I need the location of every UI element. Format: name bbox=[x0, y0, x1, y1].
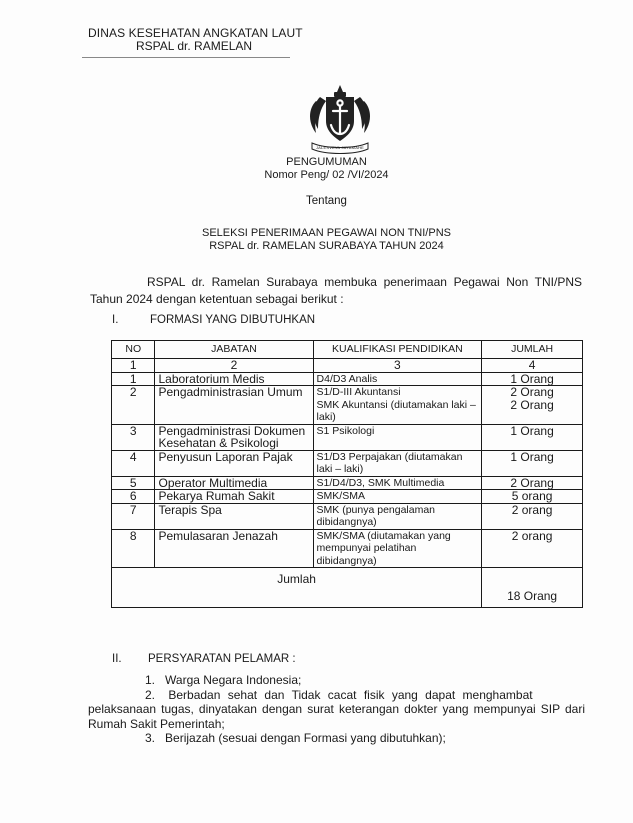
row-jabatan: Pengadministrasian Umum bbox=[155, 386, 313, 425]
index-3: 3 bbox=[313, 359, 482, 373]
row-jabatan: Pemulasaran Jenazah bbox=[155, 529, 313, 568]
row-kualifikasi: SMK/SMA (diutamakan yang mempunyai pelatihan dibidangnya) bbox=[313, 529, 482, 568]
announcement-number: Nomor Peng/ 02 /VI/2024 bbox=[264, 169, 389, 181]
row-jumlah: 2 orang bbox=[482, 503, 583, 529]
row-jumlah: 2 Orang 2 Orang bbox=[482, 386, 583, 425]
table-row bbox=[112, 490, 583, 504]
row-jumlah: 5 orang bbox=[482, 490, 583, 504]
header-kualifikasi: KUALIFIKASI PENDIDIKAN bbox=[313, 341, 482, 359]
row-jabatan: Pekarya Rumah Sakit bbox=[155, 490, 313, 504]
table-row bbox=[112, 424, 583, 450]
row-jumlah: 1 Orang bbox=[482, 372, 583, 386]
row-jumlah: 2 orang bbox=[482, 529, 583, 568]
row-no: 8 bbox=[112, 529, 155, 568]
navy-anchor-emblem-icon bbox=[302, 83, 378, 157]
list-item: 1. Warga Negara Indonesia; bbox=[145, 673, 302, 687]
row-no: 1 bbox=[112, 372, 155, 386]
list-item: 2. Berbadan sehat dan Tidak cacat fisik yang dapat menghambat bbox=[145, 687, 533, 702]
row-kualifikasi: S1 Psikologi bbox=[313, 424, 482, 450]
subject-line1: SELEKSI PENERIMAAN PEGAWAI NON TNI/PNS bbox=[202, 227, 451, 239]
section2-title: PERSYARATAN PELAMAR : bbox=[148, 653, 296, 665]
table-row bbox=[112, 372, 583, 386]
row-jabatan: Penyusun Laporan Pajak bbox=[155, 450, 313, 476]
formasi-table bbox=[111, 340, 583, 608]
row-kualifikasi: SMK (punya pengalaman dibidangnya) bbox=[313, 503, 482, 529]
table-row bbox=[112, 476, 583, 490]
header-no: NO bbox=[112, 341, 155, 359]
row-jabatan: Laboratorium Medis bbox=[155, 372, 313, 386]
row-kualifikasi: S1/D3 Perpajakan (diutamakan laki – laki) bbox=[313, 450, 482, 476]
row-jumlah: 1 Orang bbox=[482, 424, 583, 450]
row-no: 2 bbox=[112, 386, 155, 425]
row-kualifikasi: D4/D3 Analis bbox=[313, 372, 482, 386]
row-no: 6 bbox=[112, 490, 155, 504]
total-label: Jumlah bbox=[112, 568, 482, 608]
list-item: 3. Berijazah (sesuai dengan Formasi yang dibutuhkan); bbox=[145, 731, 446, 745]
section1-title: FORMASI YANG DIBUTUHKAN bbox=[150, 314, 316, 326]
row-jumlah: 1 Orang bbox=[482, 450, 583, 476]
index-4: 4 bbox=[482, 359, 583, 373]
intro-paragraph: RSPAL dr. Ramelan Surabaya membuka penerimaan Pegawai Non TNI/PNS Tahun 2024 dengan ketentuan sebagai berikut : bbox=[90, 275, 582, 306]
index-2: 2 bbox=[155, 359, 313, 373]
list-item-continuation: pelaksanaan tugas, dinyatakan dengan surat keterangan dokter yang mempunyai SIP dari Rumah Sakit Pemerintah; bbox=[88, 702, 585, 731]
table-total-row bbox=[112, 568, 583, 608]
header-jabatan: JABATAN bbox=[155, 341, 313, 359]
row-kualifikasi: S1/D-III Akuntansi SMK Akuntansi (diutamakan laki – laki) bbox=[313, 386, 482, 425]
table-row bbox=[112, 529, 583, 568]
letterhead-underline bbox=[82, 57, 290, 58]
row-jabatan: Terapis Spa bbox=[155, 503, 313, 529]
section1-heading bbox=[112, 314, 315, 326]
section2-heading bbox=[112, 653, 296, 665]
row-kualifikasi: SMK/SMA bbox=[313, 490, 482, 504]
emblem-motto: JALESVEVA JAYAMAHE bbox=[315, 145, 365, 150]
table-index-row bbox=[112, 359, 583, 373]
announcement-about: Tentang bbox=[306, 195, 347, 207]
table-row bbox=[112, 386, 583, 425]
announcement-title: PENGUMUMAN bbox=[286, 156, 367, 168]
requirements-list bbox=[88, 673, 585, 746]
section2-number: II. bbox=[112, 653, 122, 665]
letterhead-line2: RSPAL dr. RAMELAN bbox=[136, 39, 253, 53]
row-no: 5 bbox=[112, 476, 155, 490]
row-no: 4 bbox=[112, 450, 155, 476]
table-row bbox=[112, 450, 583, 476]
subject-line2: RSPAL dr. RAMELAN SURABAYA TAHUN 2024 bbox=[209, 240, 444, 252]
row-no: 7 bbox=[112, 503, 155, 529]
header-jumlah: JUMLAH bbox=[482, 341, 583, 359]
row-jumlah: 2 Orang bbox=[482, 476, 583, 490]
total-value: 18 Orang bbox=[482, 568, 583, 608]
table-row bbox=[112, 503, 583, 529]
index-1: 1 bbox=[112, 359, 155, 373]
letterhead-line1: DINAS KESEHATAN ANGKATAN LAUT bbox=[88, 26, 303, 40]
row-no: 3 bbox=[112, 424, 155, 450]
section1-number: I. bbox=[112, 314, 119, 326]
row-jabatan: Operator Multimedia bbox=[155, 476, 313, 490]
table-header-row bbox=[112, 341, 583, 359]
row-jabatan: Pengadministrasi Dokumen Kesehatan & Psikologi bbox=[155, 424, 313, 450]
row-kualifikasi: S1/D4/D3, SMK Multimedia bbox=[313, 476, 482, 490]
